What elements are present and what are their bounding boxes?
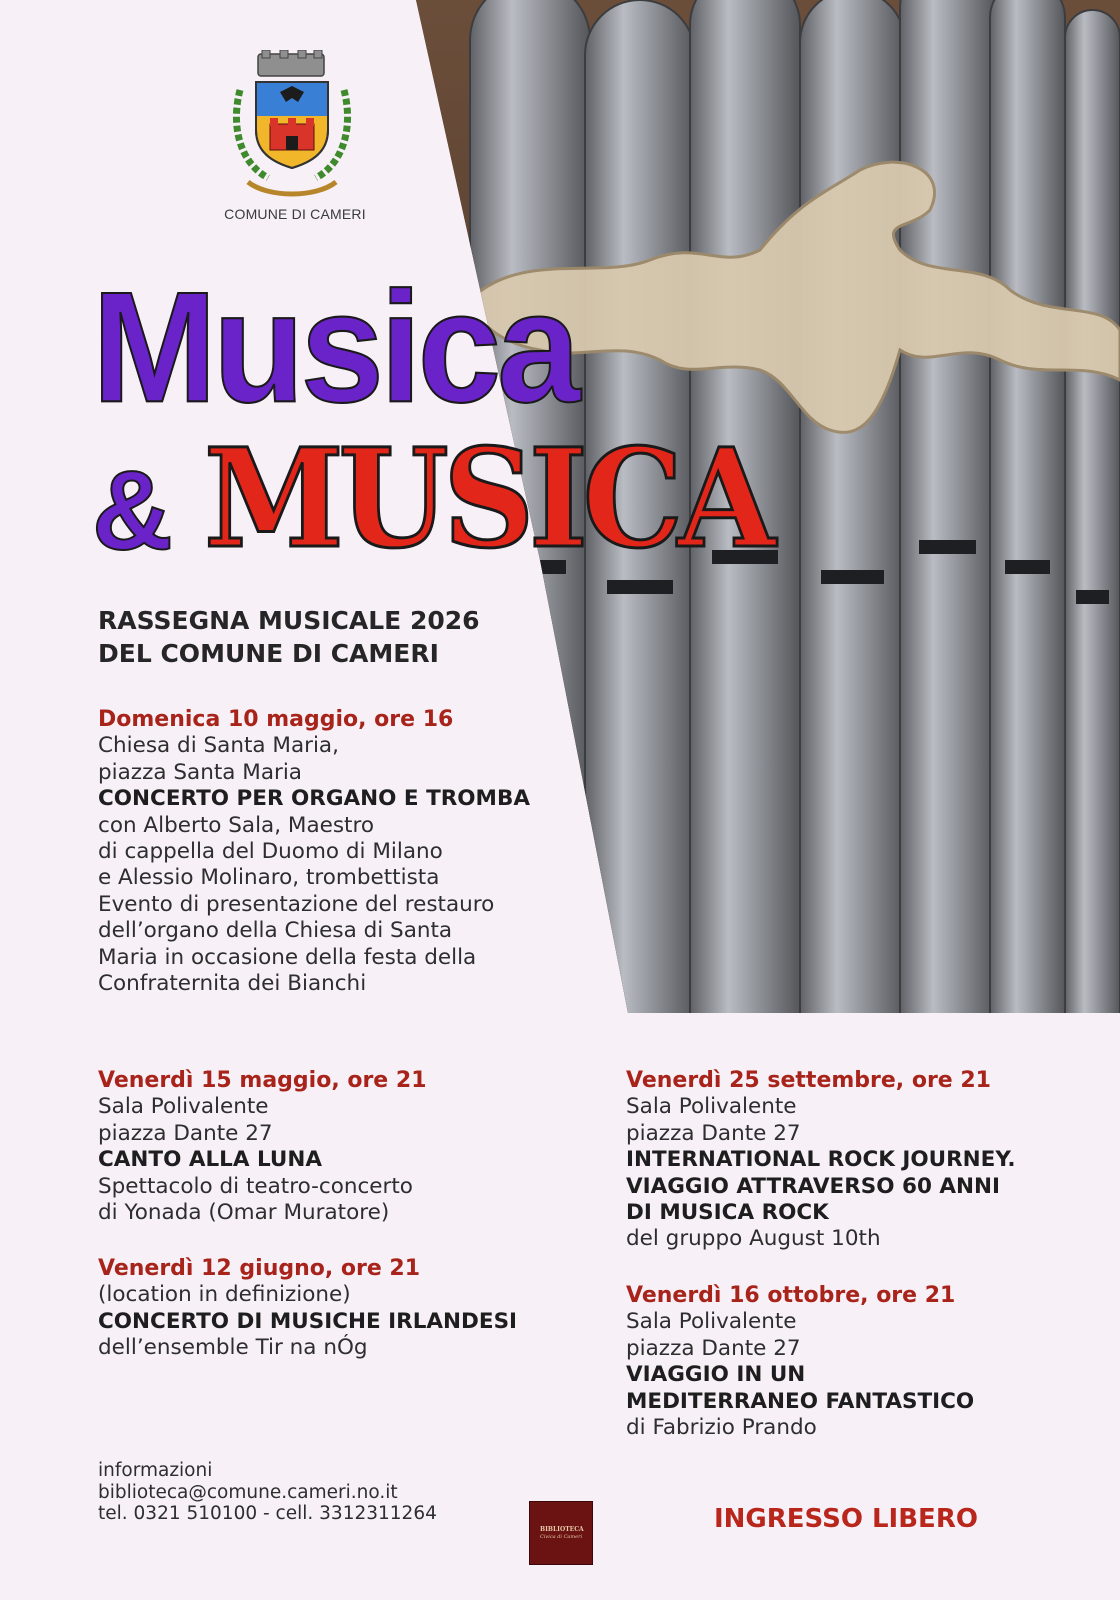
event-venue: piazza Dante 27 xyxy=(98,1120,273,1146)
event-block xyxy=(98,707,530,997)
contact-phones: tel. 0321 510100 - cell. 3312311264 xyxy=(98,1503,437,1524)
event-title: CONCERTO PER ORGANO E TROMBA xyxy=(98,786,530,812)
event-detail: Confraternita dei Bianchi xyxy=(98,971,367,997)
event-detail: dell’organo della Chiesa di Santa xyxy=(98,918,453,944)
event-detail: del gruppo August 10th xyxy=(626,1226,881,1252)
info-label: informazioni xyxy=(98,1460,213,1481)
event-venue: Chiesa di Santa Maria, xyxy=(98,733,339,759)
subtitle-line-1: RASSEGNA MUSICALE 2026 xyxy=(98,606,480,635)
subtitle-line-2: DEL COMUNE DI CAMERI xyxy=(98,639,439,668)
library-logo xyxy=(529,1501,593,1565)
library-logo-text: BIBLIOTECA xyxy=(540,1526,584,1533)
festival-subtitle xyxy=(98,604,480,670)
library-logo-subtext: Civica di Cameri xyxy=(540,1534,583,1540)
event-date: Venerdì 15 maggio, ore 21 xyxy=(98,1068,427,1093)
event-detail: di Fabrizio Prando xyxy=(626,1415,817,1441)
event-title: VIAGGIO IN UN xyxy=(626,1362,806,1388)
event-detail: di cappella del Duomo di Milano xyxy=(98,839,443,865)
event-venue: Sala Polivalente xyxy=(98,1094,269,1120)
event-detail: e Alessio Molinaro, trombettista xyxy=(98,865,440,891)
event-title: MEDITERRANEO FANTASTICO xyxy=(626,1388,975,1414)
event-venue: (location in definizione) xyxy=(98,1282,351,1308)
event-detail: dell’ensemble Tir na nÓg xyxy=(98,1335,368,1361)
event-block xyxy=(626,1068,1016,1253)
event-date: Venerdì 25 settembre, ore 21 xyxy=(626,1068,991,1093)
comune-label: COMUNE DI CAMERI xyxy=(224,206,366,222)
event-detail: Maria in occasione della festa della xyxy=(98,944,477,970)
title-musica-red: MUSICA xyxy=(204,419,771,579)
event-date: Venerdì 16 ottobre, ore 21 xyxy=(626,1283,956,1308)
free-entry-label: INGRESSO LIBERO xyxy=(714,1504,978,1534)
event-block xyxy=(626,1283,974,1441)
event-title: INTERNATIONAL ROCK JOURNEY. xyxy=(626,1147,1016,1173)
event-detail: di Yonada (Omar Muratore) xyxy=(98,1200,390,1226)
event-detail: con Alberto Sala, Maestro xyxy=(98,812,374,838)
event-title: DI MUSICA ROCK xyxy=(626,1200,829,1226)
event-title: CONCERTO DI MUSICHE IRLANDESI xyxy=(98,1308,518,1334)
event-venue: Sala Polivalente xyxy=(626,1309,797,1335)
event-venue: piazza Santa Maria xyxy=(98,759,302,785)
title-musica: Musica xyxy=(92,258,577,435)
comune-crest-emblem xyxy=(228,50,356,200)
event-block xyxy=(98,1068,427,1226)
event-title: VIAGGIO ATTRAVERSO 60 ANNI xyxy=(626,1173,1001,1199)
contact-info xyxy=(98,1460,437,1525)
event-detail: Spettacolo di teatro-concerto xyxy=(98,1173,413,1199)
event-title: CANTO ALLA LUNA xyxy=(98,1147,323,1173)
event-detail: Evento di presentazione del restauro xyxy=(98,891,495,917)
event-block xyxy=(98,1256,517,1362)
event-venue: piazza Dante 27 xyxy=(626,1120,801,1146)
event-date: Domenica 10 maggio, ore 16 xyxy=(98,707,454,732)
event-date: Venerdì 12 giugno, ore 21 xyxy=(98,1256,421,1281)
event-venue: piazza Dante 27 xyxy=(626,1335,801,1361)
title-ampersand: & xyxy=(92,448,173,573)
contact-email: biblioteca@comune.cameri.no.it xyxy=(98,1481,398,1503)
event-venue: Sala Polivalente xyxy=(626,1094,797,1120)
